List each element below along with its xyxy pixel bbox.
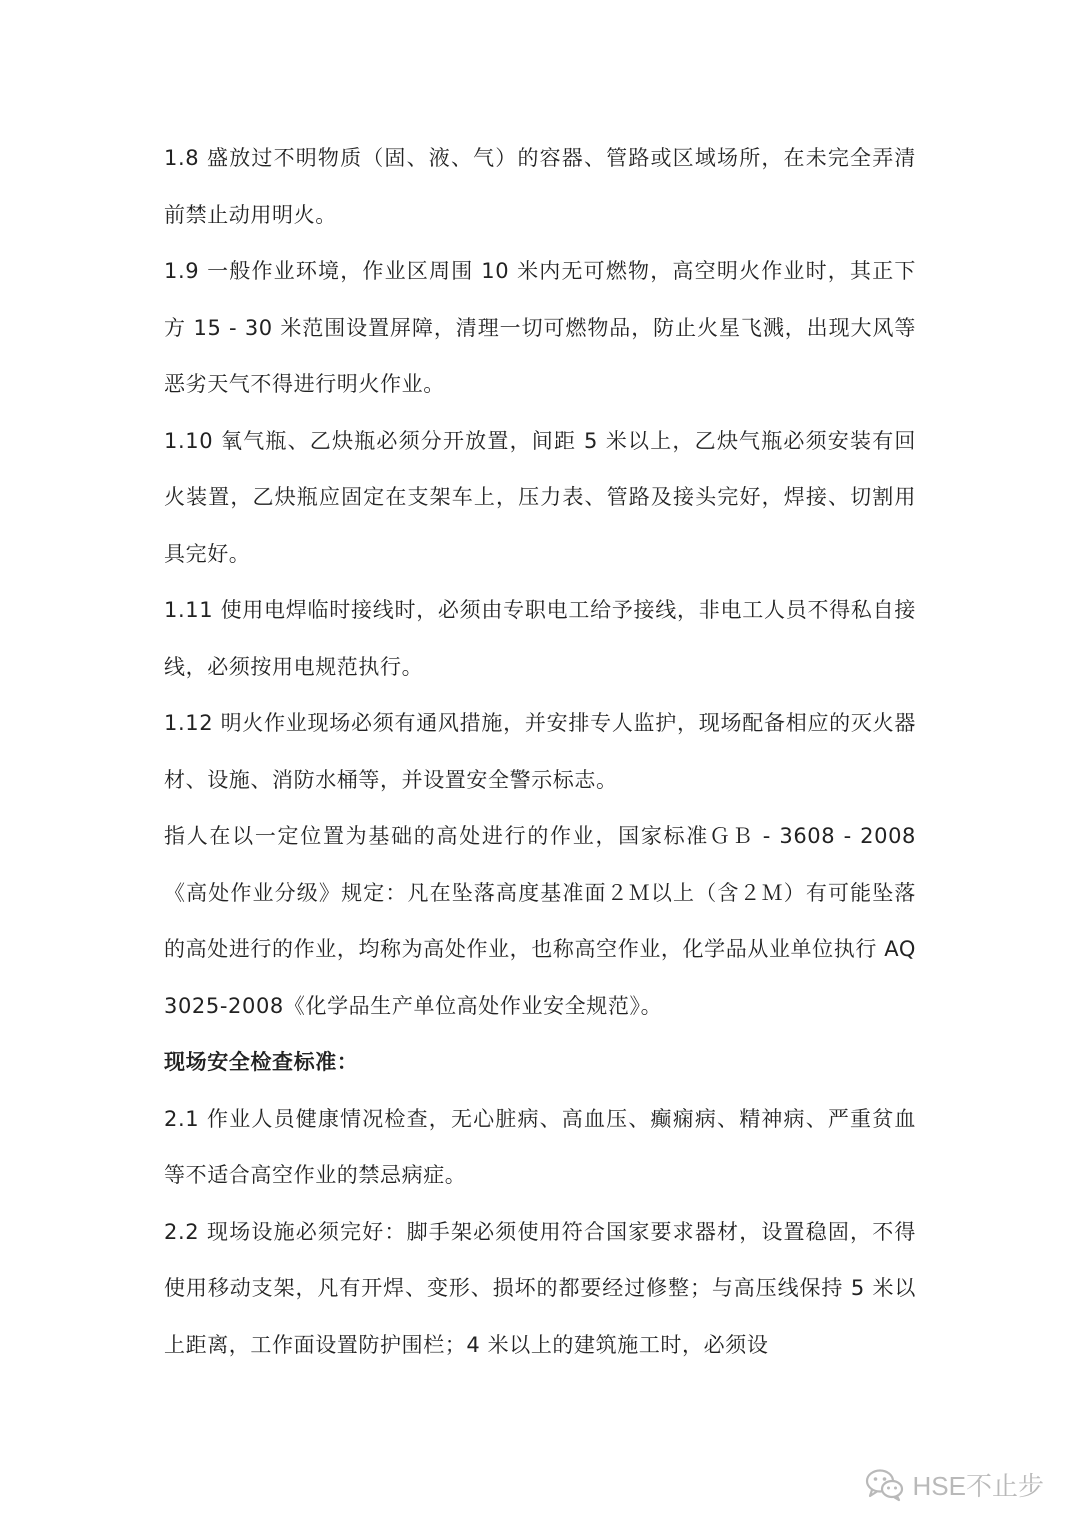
paragraph-1-8: 1.8 盛放过不明物质（固、液、气）的容器、管路或区域场所，在未完全弄清前禁止动用明火。 xyxy=(164,146,916,227)
watermark-text: HSE不止步 xyxy=(912,1471,1044,1501)
paragraph-1-11: 1.11 使用电焊临时接线时，必须由专职电工给予接线，非电工人员不得私自接线，必须按用电规范执行。 xyxy=(164,598,916,679)
paragraph-1-12: 1.12 明火作业现场必须有通风措施，并安排专人监护，现场配备相应的灭火器材、设施、消防水桶等，并设置安全警示标志。 xyxy=(164,711,916,792)
paragraph-1-9: 1.9 一般作业环境，作业区周围 10 米内无可燃物，高空明火作业时，其正下方 15 - 30 米范围设置屏障，清理一切可燃物品，防止火星飞溅，出现大风等恶劣天气不得进行明火作业。 xyxy=(164,259,916,396)
wechat-icon xyxy=(865,1468,905,1502)
paragraph-1-10: 1.10 氧气瓶、乙炔瓶必须分开放置，间距 5 米以上，乙炔气瓶必须安装有回火装置，乙炔瓶应固定在支架车上，压力表、管路及接头完好，焊接、切割用具完好。 xyxy=(164,428,916,566)
document-body xyxy=(164,130,916,1373)
paragraph-2-2: 2.2 现场设施必须完好：脚手架必须使用符合国家要求器材，设置稳固，不得使用移动支架，凡有开焊、变形、损坏的都要经过修整；与高压线保持 5 米以上距离，工作面设置防护围栏；4 米以上的建筑施工时，必须设 xyxy=(164,1219,916,1357)
paragraph-2-1: 2.1 作业人员健康情况检查，无心脏病、高血压、癫痫病、精神病、严重贫血等不适合高空作业的禁忌病症。 xyxy=(164,1106,916,1187)
section-heading: 现场安全检查标准： xyxy=(164,1050,359,1074)
watermark xyxy=(865,1466,1044,1503)
paragraph-definition: 指人在以一定位置为基础的高处进行的作业，国家标准ＧＢ - 3608 - 2008《高处作业分级》规定：凡在坠落高度基准面２Ｍ以上（含２Ｍ）有可能坠落的高处进行的作业，均称为高处作业，也称高空作业，化学品从业单位执行 AQ3025-2008《化学品生产单位高处作业安全规范》。 xyxy=(164,824,916,1018)
